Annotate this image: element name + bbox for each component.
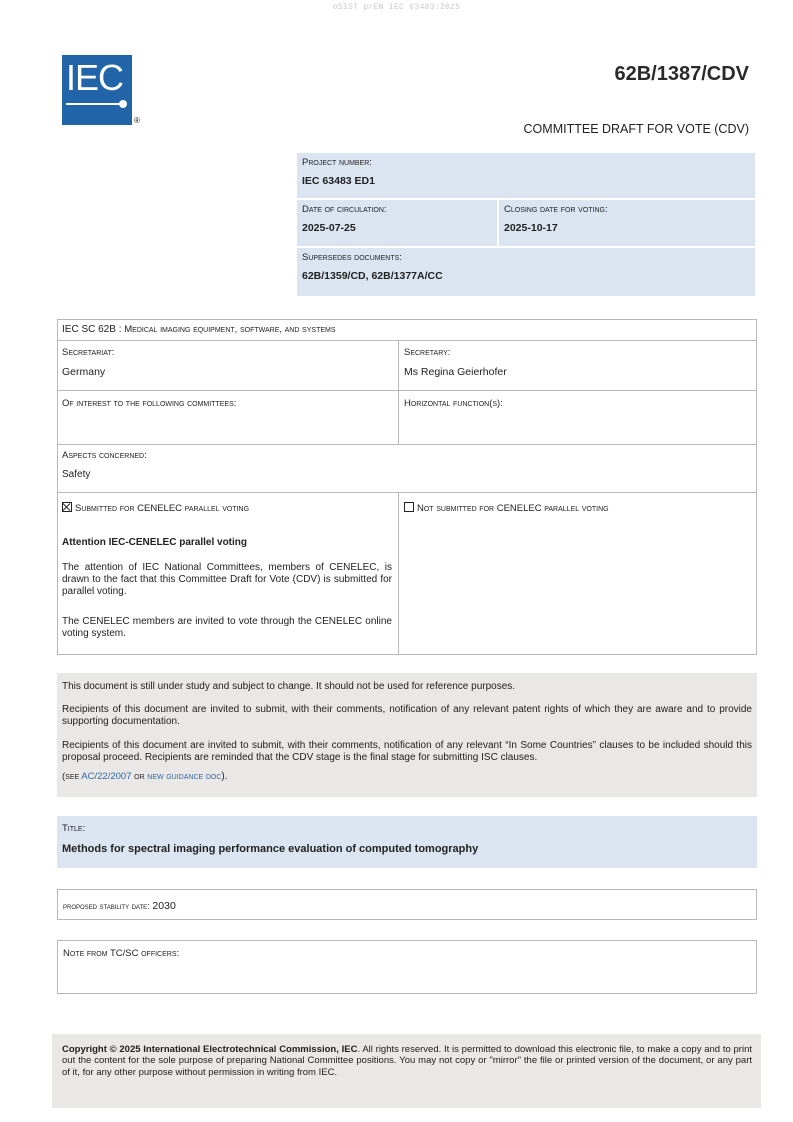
copyright-rest: . All rights reserved. It is permitted to download this electronic file, to make a copy and to print out the content for the sole purpose of preparing National Committee positions. You may not copy or "mirror" the file or printed version of the document, or any part of it, for any other purpose without permission in writing from IEC.	[62, 1044, 752, 1078]
notice-paragraph-2: Recipients of this document are invited to submit, with their comments, notification of any relevant patent rights of which they are aware and to provide supporting documentation.	[62, 704, 752, 727]
closing-date-cell	[498, 199, 756, 247]
interest-label: Of interest to the following committees:	[62, 398, 237, 409]
see-references	[62, 771, 228, 782]
divider	[57, 492, 757, 493]
watermark: oSIST prEN IEC 63483:2025	[332, 3, 461, 12]
checked-box-icon[interactable]	[62, 502, 72, 512]
note-box	[57, 940, 757, 994]
horizontal-function-label: Horizontal function(s):	[404, 398, 503, 409]
secretary-label: Secretary:	[404, 347, 451, 358]
closing-date-value: 2025-10-17	[504, 222, 558, 234]
notice-paragraph-3: Recipients of this document are invited to submit, with their comments, notification of any relevant “In Some Countries” clauses to be included should this proposal proceed. Recipients are reminded that the CDV stage is the final stage for submitting ISC clauses.	[62, 740, 752, 763]
registered-mark: ®	[134, 116, 140, 125]
notice-paragraph-1: This document is still under study and subject to change. It should not be used for reference purposes.	[62, 681, 516, 692]
copyright-bold: Copyright © 2025 International Electrotechnical Commission, IEC	[62, 1044, 358, 1055]
title-value: Methods for spectral imaging performance evaluation of computed tomography	[62, 843, 479, 855]
divider	[57, 390, 757, 391]
ac-22-2007-link[interactable]: AC/22/2007	[81, 771, 132, 782]
divider	[398, 492, 399, 655]
logo-dot	[119, 100, 127, 108]
or-text: or	[131, 771, 148, 782]
circulation-date-label: Date of circulation:	[302, 204, 387, 215]
secretariat-label: Secretariat:	[62, 347, 115, 358]
submitted-option[interactable]	[62, 502, 249, 514]
not-submitted-label: Not submitted for CENELEC parallel voting	[417, 503, 609, 514]
project-number-label: Project number:	[302, 157, 372, 168]
supersedes-label: Supersedes documents:	[302, 252, 402, 263]
project-number-value: IEC 63483 ED1	[302, 175, 375, 187]
stability-date-label: proposed stability date:	[63, 901, 150, 911]
supersedes-value: 62B/1359/CD, 62B/1377A/CC	[302, 270, 443, 282]
note-label: Note from TC/SC officers:	[63, 948, 180, 959]
stability-date-box	[57, 889, 757, 920]
logo-text: IEC	[66, 57, 124, 98]
iec-logo	[62, 55, 132, 125]
not-submitted-option[interactable]	[404, 502, 609, 514]
attention-paragraph-2: The CENELEC members are invited to vote through the CENELEC online voting system.	[62, 616, 392, 639]
logo-line	[66, 103, 120, 105]
secretary-value: Ms Regina Geierhofer	[404, 366, 507, 378]
see-prefix: (see	[62, 771, 82, 782]
committee-heading	[62, 324, 336, 335]
unchecked-box-icon[interactable]	[404, 502, 414, 512]
new-guidance-doc-link[interactable]: new guidance doc	[147, 771, 222, 782]
title-block	[57, 816, 757, 868]
aspects-label: Aspects concerned:	[62, 450, 147, 461]
secretariat-value: Germany	[62, 366, 106, 378]
title-label: Title:	[62, 823, 86, 834]
project-number-cell	[296, 152, 756, 199]
supersedes-cell	[296, 247, 756, 297]
copyright-text	[62, 1044, 752, 1078]
committee-heading-name: Medical imaging equipment, software, and systems	[124, 324, 336, 335]
aspects-value: Safety	[62, 469, 91, 480]
attention-paragraph-1: The attention of IEC National Committees, members of CENELEC, is drawn to the fact that this Committee Draft for Vote (CDV) is submitted for parallel voting.	[62, 562, 392, 597]
document-number: 62B/1387/CDV	[614, 63, 749, 85]
divider	[57, 340, 757, 341]
see-suffix: ).	[221, 771, 228, 782]
closing-date-label: Closing date for voting:	[504, 204, 608, 215]
stability-date-value: 2030	[152, 900, 176, 912]
divider	[57, 444, 757, 445]
submitted-label: Submitted for CENELEC parallel voting	[75, 503, 250, 514]
circulation-date-cell	[296, 199, 498, 247]
document-type: COMMITTEE DRAFT FOR VOTE (CDV)	[523, 122, 749, 136]
attention-title: Attention IEC-CENELEC parallel voting	[62, 537, 248, 548]
committee-heading-prefix: IEC SC 62B :	[62, 324, 125, 335]
divider	[398, 340, 399, 444]
circulation-date-value: 2025-07-25	[302, 222, 356, 234]
